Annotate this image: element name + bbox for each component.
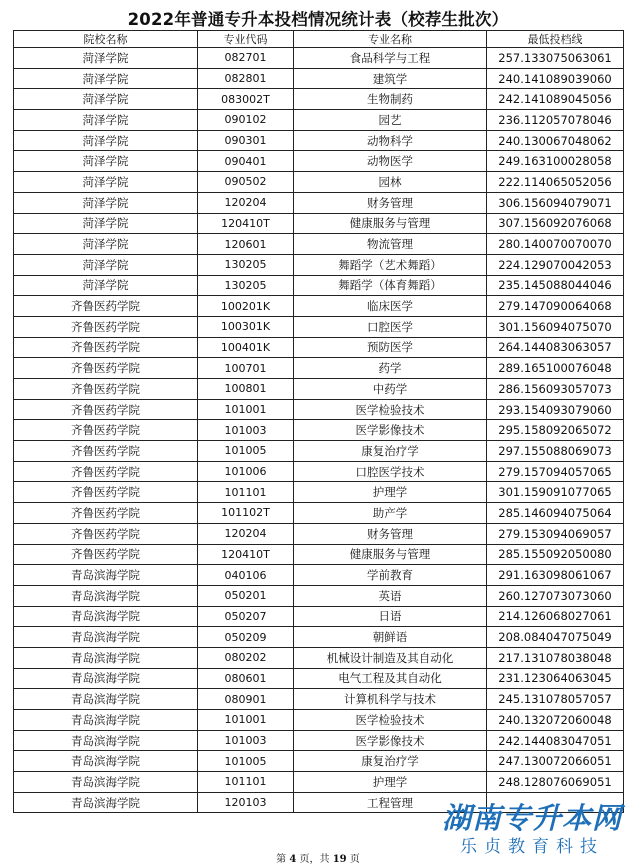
min-score-cell: 249.163100028058 [487, 151, 624, 172]
major-name-cell: 园林 [294, 172, 487, 193]
min-score-cell: 235.145088044046 [487, 275, 624, 296]
table-row [14, 172, 624, 193]
major-code-cell: 082701 [198, 48, 294, 69]
school-name-cell: 菏泽学院 [14, 172, 198, 193]
major-name-cell: 药学 [294, 358, 487, 379]
min-score-cell: 260.127073073060 [487, 585, 624, 606]
table-header [14, 31, 624, 48]
table-row [14, 213, 624, 234]
major-name-cell: 医学检验技术 [294, 710, 487, 731]
header-row [14, 31, 624, 48]
min-score-cell: 295.158092065072 [487, 420, 624, 441]
major-name-cell: 医学影像技术 [294, 420, 487, 441]
table-row [14, 668, 624, 689]
major-code-cell: 101001 [198, 710, 294, 731]
table-row [14, 296, 624, 317]
table-row [14, 441, 624, 462]
table-row [14, 627, 624, 648]
min-score-cell: 248.128076069051 [487, 772, 624, 793]
footer-page-number: 4 [289, 854, 297, 865]
min-score-cell: 279.147090064068 [487, 296, 624, 317]
major-code-cell: 130205 [198, 254, 294, 275]
min-score-cell: 217.131078038048 [487, 647, 624, 668]
major-name-cell: 英语 [294, 585, 487, 606]
table-row [14, 710, 624, 731]
major-code-cell: 080901 [198, 689, 294, 710]
major-name-cell: 计算机科学与技术 [294, 689, 487, 710]
major-code-cell: 120204 [198, 192, 294, 213]
min-score-cell: 247.130072066051 [487, 751, 624, 772]
table-row [14, 192, 624, 213]
school-name-cell: 菏泽学院 [14, 234, 198, 255]
school-name-cell: 青岛滨海学院 [14, 772, 198, 793]
major-name-cell: 财务管理 [294, 192, 487, 213]
major-code-cell: 090502 [198, 172, 294, 193]
table-row [14, 275, 624, 296]
major-code-cell: 120204 [198, 523, 294, 544]
major-name-cell: 机械设计制造及其自动化 [294, 647, 487, 668]
min-score-cell: 291.163098061067 [487, 565, 624, 586]
min-score-cell: 240.132072060048 [487, 710, 624, 731]
min-score-cell: 289.165100076048 [487, 358, 624, 379]
min-score-cell: 242.141089045056 [487, 89, 624, 110]
page-title: 2022年普通专升本投档情况统计表（校荐生批次） [127, 10, 509, 29]
school-name-cell: 青岛滨海学院 [14, 606, 198, 627]
major-name-cell: 医学影像技术 [294, 730, 487, 751]
school-name-cell: 青岛滨海学院 [14, 710, 198, 731]
min-score-cell: 307.156092076068 [487, 213, 624, 234]
table-row [14, 151, 624, 172]
footer-suffix: 页 [349, 854, 360, 865]
school-name-cell: 齐鲁医药学院 [14, 399, 198, 420]
major-code-cell: 090102 [198, 110, 294, 131]
table-row [14, 585, 624, 606]
table-row [14, 68, 624, 89]
major-code-cell: 101006 [198, 461, 294, 482]
min-score-cell: 208.084047075049 [487, 627, 624, 648]
major-code-cell: 101102T [198, 503, 294, 524]
min-score-cell: 214.126068027061 [487, 606, 624, 627]
min-score-cell: 240.130067048062 [487, 130, 624, 151]
major-name-cell: 中药学 [294, 379, 487, 400]
table-row [14, 523, 624, 544]
min-score-cell: 285.146094075064 [487, 503, 624, 524]
major-name-cell: 动物科学 [294, 130, 487, 151]
min-score-cell: 236.112057078046 [487, 110, 624, 131]
table-row [14, 565, 624, 586]
min-score-cell: 301.159091077065 [487, 482, 624, 503]
col-header-major-code: 专业代码 [198, 31, 294, 48]
school-name-cell: 菏泽学院 [14, 151, 198, 172]
min-score-cell: 293.154093079060 [487, 399, 624, 420]
major-name-cell: 舞蹈学（体育舞蹈） [294, 275, 487, 296]
major-code-cell: 101005 [198, 751, 294, 772]
major-name-cell: 工程管理 [294, 792, 487, 813]
table-row [14, 234, 624, 255]
min-score-cell: 224.129070042053 [487, 254, 624, 275]
major-name-cell: 朝鲜语 [294, 627, 487, 648]
major-code-cell: 083002T [198, 89, 294, 110]
table-row [14, 606, 624, 627]
school-name-cell: 菏泽学院 [14, 130, 198, 151]
major-code-cell: 101003 [198, 730, 294, 751]
major-code-cell: 040106 [198, 565, 294, 586]
major-code-cell: 120410T [198, 213, 294, 234]
major-code-cell: 100801 [198, 379, 294, 400]
major-name-cell: 口腔医学 [294, 316, 487, 337]
footer-total-pages: 19 [332, 854, 347, 865]
table-row [14, 89, 624, 110]
min-score-cell: 279.153094069057 [487, 523, 624, 544]
school-name-cell: 青岛滨海学院 [14, 647, 198, 668]
major-code-cell: 100201K [198, 296, 294, 317]
school-name-cell: 齐鲁医药学院 [14, 358, 198, 379]
major-code-cell: 120103 [198, 792, 294, 813]
table-row [14, 420, 624, 441]
major-name-cell: 护理学 [294, 772, 487, 793]
table-row [14, 544, 624, 565]
major-name-cell: 健康服务与管理 [294, 544, 487, 565]
table-row [14, 379, 624, 400]
table-row [14, 772, 624, 793]
table-body [14, 48, 624, 813]
major-name-cell: 舞蹈学（艺术舞蹈） [294, 254, 487, 275]
major-code-cell: 101001 [198, 399, 294, 420]
major-name-cell: 食品科学与工程 [294, 48, 487, 69]
min-score-cell: 297.155088069073 [487, 441, 624, 462]
footer-prefix: 第 [276, 854, 287, 865]
col-header-school: 院校名称 [14, 31, 198, 48]
min-score-cell: 280.140070070070 [487, 234, 624, 255]
school-name-cell: 齐鲁医药学院 [14, 316, 198, 337]
school-name-cell: 齐鲁医药学院 [14, 420, 198, 441]
table-row [14, 48, 624, 69]
min-score-cell: 286.156093057073 [487, 379, 624, 400]
major-name-cell: 康复治疗学 [294, 751, 487, 772]
major-code-cell: 050209 [198, 627, 294, 648]
major-code-cell: 120410T [198, 544, 294, 565]
major-name-cell: 生物制药 [294, 89, 487, 110]
table-row [14, 130, 624, 151]
school-name-cell: 菏泽学院 [14, 275, 198, 296]
table-row [14, 689, 624, 710]
table-row [14, 337, 624, 358]
major-name-cell: 医学检验技术 [294, 399, 487, 420]
min-score-cell: 306.156094079071 [487, 192, 624, 213]
school-name-cell: 齐鲁医药学院 [14, 544, 198, 565]
min-score-cell: 231.123064063045 [487, 668, 624, 689]
min-score-cell: 264.144083063057 [487, 337, 624, 358]
table-row [14, 358, 624, 379]
table-row [14, 110, 624, 131]
major-code-cell: 082801 [198, 68, 294, 89]
major-code-cell: 080601 [198, 668, 294, 689]
major-name-cell: 临床医学 [294, 296, 487, 317]
table-row [14, 647, 624, 668]
major-name-cell: 助产学 [294, 503, 487, 524]
col-header-min-score: 最低投档线 [487, 31, 624, 48]
table-row [14, 503, 624, 524]
table-row [14, 316, 624, 337]
min-score-cell: 301.156094075070 [487, 316, 624, 337]
min-score-cell: 242.144083047051 [487, 730, 624, 751]
school-name-cell: 青岛滨海学院 [14, 792, 198, 813]
major-code-cell: 090301 [198, 130, 294, 151]
watermark-title: 湖南专升本网 [441, 801, 622, 835]
table-row [14, 254, 624, 275]
major-code-cell: 100301K [198, 316, 294, 337]
major-code-cell: 101005 [198, 441, 294, 462]
school-name-cell: 青岛滨海学院 [14, 565, 198, 586]
min-score-cell: 285.155092050080 [487, 544, 624, 565]
school-name-cell: 菏泽学院 [14, 254, 198, 275]
admission-table [13, 30, 624, 813]
school-name-cell: 青岛滨海学院 [14, 689, 198, 710]
school-name-cell: 菏泽学院 [14, 48, 198, 69]
school-name-cell: 青岛滨海学院 [14, 585, 198, 606]
table-row [14, 461, 624, 482]
major-name-cell: 健康服务与管理 [294, 213, 487, 234]
min-score-cell: 240.141089039060 [487, 68, 624, 89]
major-name-cell: 护理学 [294, 482, 487, 503]
school-name-cell: 齐鲁医药学院 [14, 337, 198, 358]
major-name-cell: 动物医学 [294, 151, 487, 172]
major-code-cell: 101003 [198, 420, 294, 441]
watermark-subtitle: 乐贞教育科技 [460, 837, 604, 857]
school-name-cell: 齐鲁医药学院 [14, 441, 198, 462]
school-name-cell: 菏泽学院 [14, 89, 198, 110]
major-name-cell: 口腔医学技术 [294, 461, 487, 482]
major-name-cell: 电气工程及其自动化 [294, 668, 487, 689]
school-name-cell: 菏泽学院 [14, 110, 198, 131]
major-code-cell: 050207 [198, 606, 294, 627]
min-score-cell: 245.131078057057 [487, 689, 624, 710]
school-name-cell: 齐鲁医药学院 [14, 379, 198, 400]
school-name-cell: 青岛滨海学院 [14, 668, 198, 689]
major-name-cell: 物流管理 [294, 234, 487, 255]
school-name-cell: 齐鲁医药学院 [14, 523, 198, 544]
major-code-cell: 080202 [198, 647, 294, 668]
col-header-major-name: 专业名称 [294, 31, 487, 48]
min-score-cell: 257.133075063061 [487, 48, 624, 69]
major-name-cell: 康复治疗学 [294, 441, 487, 462]
major-code-cell: 130205 [198, 275, 294, 296]
major-code-cell: 090401 [198, 151, 294, 172]
school-name-cell: 青岛滨海学院 [14, 730, 198, 751]
min-score-cell: 279.157094057065 [487, 461, 624, 482]
major-name-cell: 学前教育 [294, 565, 487, 586]
min-score-cell: 222.114065052056 [487, 172, 624, 193]
school-name-cell: 菏泽学院 [14, 192, 198, 213]
major-name-cell: 园艺 [294, 110, 487, 131]
major-name-cell: 日语 [294, 606, 487, 627]
school-name-cell: 菏泽学院 [14, 68, 198, 89]
table-row [14, 482, 624, 503]
major-name-cell: 财务管理 [294, 523, 487, 544]
major-code-cell: 101101 [198, 772, 294, 793]
school-name-cell: 菏泽学院 [14, 213, 198, 234]
school-name-cell: 齐鲁医药学院 [14, 461, 198, 482]
footer-middle: 页，共 [299, 854, 330, 865]
major-code-cell: 120601 [198, 234, 294, 255]
table-row [14, 751, 624, 772]
major-code-cell: 100401K [198, 337, 294, 358]
major-code-cell: 050201 [198, 585, 294, 606]
major-name-cell: 预防医学 [294, 337, 487, 358]
table-row [14, 399, 624, 420]
school-name-cell: 齐鲁医药学院 [14, 503, 198, 524]
school-name-cell: 齐鲁医药学院 [14, 482, 198, 503]
table-row [14, 730, 624, 751]
school-name-cell: 齐鲁医药学院 [14, 296, 198, 317]
major-name-cell: 建筑学 [294, 68, 487, 89]
major-code-cell: 100701 [198, 358, 294, 379]
major-code-cell: 101101 [198, 482, 294, 503]
watermark [434, 802, 630, 858]
school-name-cell: 青岛滨海学院 [14, 751, 198, 772]
school-name-cell: 青岛滨海学院 [14, 627, 198, 648]
